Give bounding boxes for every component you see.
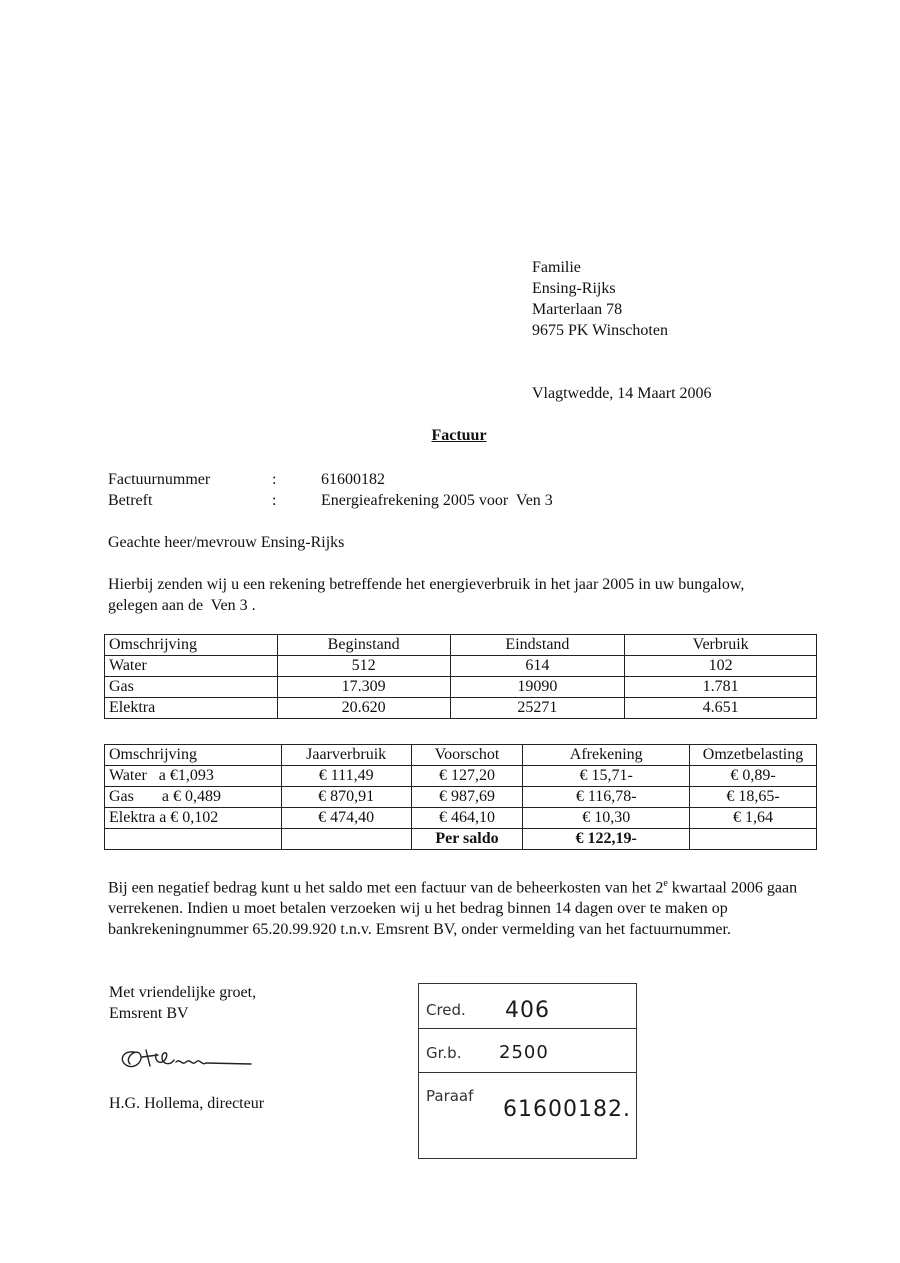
table-cell: € 18,65-	[690, 787, 817, 808]
document-title: Factuur	[431, 427, 487, 444]
stamp-label: Paraaf	[426, 1087, 474, 1105]
cost-table	[104, 744, 817, 850]
table-cell-empty	[690, 829, 817, 850]
table-cell: € 474,40	[281, 808, 411, 829]
subject-label: Betreft	[108, 492, 153, 509]
stamp-handwritten-value: 406	[505, 998, 550, 1023]
stamp-row-cred	[419, 984, 636, 1029]
table-cell: Elektra	[105, 698, 278, 719]
header-cell: Eindstand	[450, 635, 625, 656]
header-cell: Voorschot	[411, 745, 523, 766]
table-cell-empty	[281, 829, 411, 850]
table-header-row	[105, 745, 817, 766]
table-cell: € 116,78-	[523, 787, 690, 808]
table-row	[105, 698, 817, 719]
table-row	[105, 808, 817, 829]
recipient-line: Marterlaan 78	[532, 301, 623, 318]
table-cell: 19090	[450, 677, 625, 698]
stamp-handwritten-value: 2500	[499, 1042, 549, 1063]
superscript: e	[663, 878, 668, 889]
table-cell: € 464,10	[411, 808, 523, 829]
colon: :	[272, 471, 277, 488]
accounting-stamp	[418, 983, 637, 1159]
header-cell: Verbruik	[625, 635, 817, 656]
stamp-row-grb	[419, 1029, 636, 1073]
closing-paragraph	[108, 873, 798, 940]
table-cell-empty	[105, 829, 282, 850]
table-cell: 614	[450, 656, 625, 677]
table-cell: € 127,20	[411, 766, 523, 787]
header-cell: Beginstand	[277, 635, 450, 656]
header-cell: Afrekening	[523, 745, 690, 766]
table-cell: € 987,69	[411, 787, 523, 808]
header-cell: Omzetbelasting	[690, 745, 817, 766]
table-cell: 102	[625, 656, 817, 677]
table-row	[105, 766, 817, 787]
table-cell: € 15,71-	[523, 766, 690, 787]
invoice-number-value: 61600182	[321, 471, 385, 488]
table-cell: € 10,30	[523, 808, 690, 829]
table-row	[105, 656, 817, 677]
table-cell: 1.781	[625, 677, 817, 698]
table-cell: 20.620	[277, 698, 450, 719]
table-cell: € 0,89-	[690, 766, 817, 787]
stamp-handwritten-value: 61600182.	[503, 1097, 631, 1122]
date-line: Vlagtwedde, 14 Maart 2006	[532, 385, 712, 402]
signature-icon	[116, 1042, 261, 1082]
table-row	[105, 677, 817, 698]
table-cell: Gas a € 0,489	[105, 787, 282, 808]
table-cell: € 111,49	[281, 766, 411, 787]
table-cell: Water	[105, 656, 278, 677]
table-header-row	[105, 635, 817, 656]
table-row	[105, 787, 817, 808]
table-cell: Gas	[105, 677, 278, 698]
colon: :	[272, 492, 277, 509]
table-cell: 512	[277, 656, 450, 677]
header-cell: Omschrijving	[105, 635, 278, 656]
header-cell: Omschrijving	[105, 745, 282, 766]
table-cell: € 870,91	[281, 787, 411, 808]
table-cell: € 1,64	[690, 808, 817, 829]
header-cell: Jaarverbruik	[281, 745, 411, 766]
table-cell: 25271	[450, 698, 625, 719]
greeting: Met vriendelijke groet,	[109, 984, 257, 1001]
table-cell: Water a €1,093	[105, 766, 282, 787]
saldo-label: Per saldo	[411, 829, 523, 850]
invoice-number-label: Factuurnummer	[108, 471, 211, 488]
subject-value: Energieafrekening 2005 voor Ven 3	[321, 492, 553, 509]
closing-text: kwartaal 2006 gaan verrekenen. Indien u moet betalen verzoeken wij u het bedrag binnen 14 dagen over te maken op bankrekeningnummer 65.20.99.920 t.n.v. Emsrent BV, onder vermelding van het factuurnummer.	[108, 879, 798, 939]
recipient-line: 9675 PK Winschoten	[532, 322, 668, 339]
salutation: Geachte heer/mevrouw Ensing-Rijks	[108, 534, 345, 551]
table-cell: Elektra a € 0,102	[105, 808, 282, 829]
table-row-saldo	[105, 829, 817, 850]
table-cell: 17.309	[277, 677, 450, 698]
closing-text: Bij een negatief bedrag kunt u het saldo met een factuur van de beheerkosten van het 2	[108, 879, 664, 897]
meter-table	[104, 634, 817, 719]
table-cell: 4.651	[625, 698, 817, 719]
stamp-row-paraaf	[419, 1073, 636, 1158]
stamp-label: Gr.b.	[426, 1044, 462, 1062]
saldo-value: € 122,19-	[523, 829, 690, 850]
company-name: Emsrent BV	[109, 1005, 189, 1022]
intro-paragraph: Hierbij zenden wij u een rekening betreffende het energieverbruik in het jaar 2005 in uw bungalow, gelegen aan de Ven 3 .	[108, 576, 749, 614]
recipient-line: Ensing-Rijks	[532, 280, 616, 297]
stamp-label: Cred.	[426, 1001, 466, 1019]
signer-name: H.G. Hollema, directeur	[109, 1095, 265, 1112]
recipient-address	[532, 257, 668, 341]
recipient-line: Familie	[532, 259, 581, 276]
